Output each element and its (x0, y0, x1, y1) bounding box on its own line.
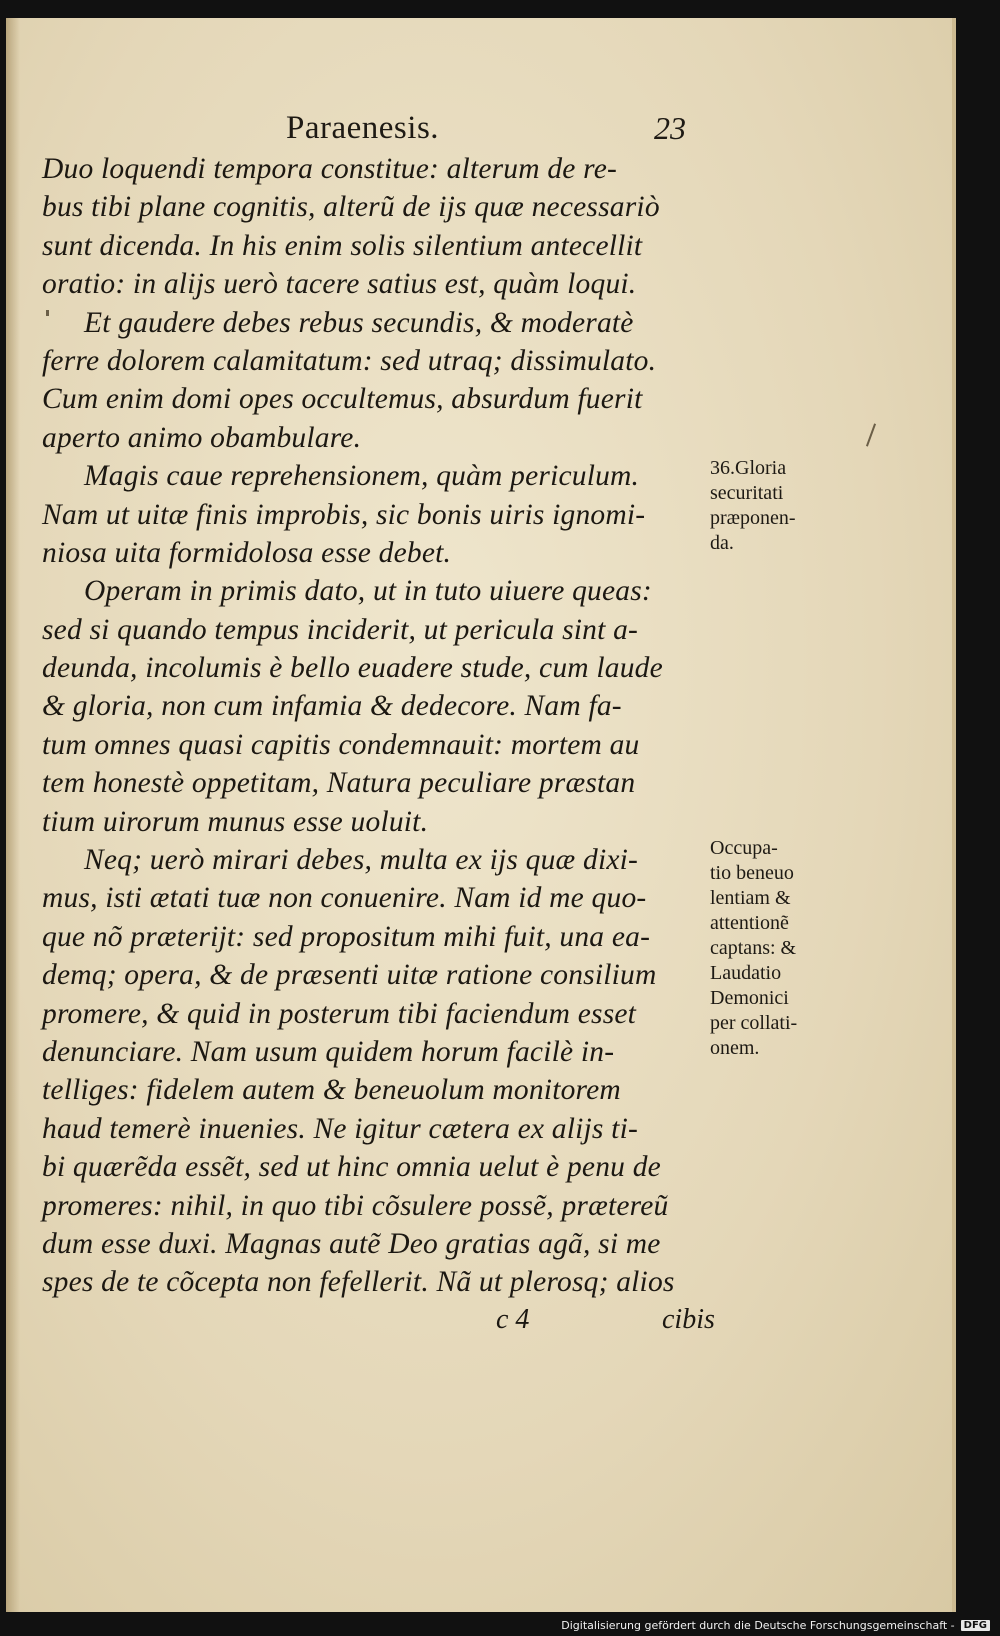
margin-note-occupatio (710, 836, 840, 1061)
catchword: cibis (662, 1304, 715, 1335)
margin-note-line: captans: & (710, 937, 797, 959)
text-line: tium uirorum munus esse uoluit. (42, 805, 429, 838)
dfg-logo: DFG (961, 1620, 990, 1631)
margin-note-gloria (710, 456, 840, 556)
text-line: que nõ præterijt: sed propositum mihi fuit, una ea- (42, 920, 651, 953)
margin-note-line: attentionẽ (710, 912, 789, 934)
text-line: haud temerè inuenies. Ne igitur cætera ex alijs ti- (42, 1112, 638, 1145)
margin-note-line: Laudatio (710, 962, 782, 984)
text-line: Neq; uerò mirari debes, multa ex ijs quæ dixi- (84, 844, 639, 877)
margin-note-line: Occupa- (710, 837, 778, 859)
margin-note-line: da. (710, 532, 734, 554)
text-line: ferre dolorem calamitatum: sed utraq; dissimulato. (42, 344, 657, 377)
text-line: telliges: fidelem autem & beneuolum monitorem (42, 1074, 621, 1107)
margin-note-line: per collati- (710, 1012, 798, 1034)
page-number: 23 (654, 110, 686, 146)
credit-text: Digitalisierung gefördert durch die Deutsche Forschungsgemeinschaft - (561, 1618, 955, 1632)
page-edge (952, 18, 956, 1612)
text-line: oratio: in alijs uerò tacere satius est, quàm loqui. (42, 268, 637, 301)
text-line: bi quærẽda essẽt, sed ut hinc omnia uelut è penu de (42, 1151, 661, 1184)
digitization-credit-bar (0, 1614, 1000, 1636)
text-line: Operam in primis dato, ut in tuto uiuere queas: (84, 575, 652, 608)
margin-note-line: præponen- (710, 507, 796, 529)
text-line: mus, isti ætati tuæ non conuenire. Nam id me quo- (42, 882, 647, 915)
text-line: deunda, incolumis è bello euadere stude, cum laude (42, 652, 663, 685)
text-line: Nam ut uitæ finis improbis, sic bonis uiris ignomi- (42, 498, 646, 531)
text-line: promeres: nihil, in quo tibi cõsulere possẽ, prætereũ (42, 1189, 669, 1222)
margin-note-line: 36.Gloria (710, 457, 787, 479)
running-title: Paraenesis. (286, 110, 440, 146)
text-line: tem honestè oppetitam, Natura peculiare præstan (42, 767, 636, 800)
text-line: Duo loquendi tempora constitue: alterum de re- (42, 153, 618, 185)
margin-note-line: onem. (710, 1037, 760, 1059)
margin-note-line: tio beneuo (710, 862, 794, 884)
text-line: spes de te cõcepta non fefellerit. Nã ut plerosq; alios (42, 1266, 675, 1299)
text-line: bus tibi plane cognitis, alterũ de ijs quæ necessariò (42, 191, 660, 224)
book-page (6, 18, 956, 1612)
body-text (42, 150, 702, 1302)
text-line: dum esse duxi. Magnas autẽ Deo gratias agã, si me (42, 1227, 661, 1260)
text-line: Cum enim domi opes occultemus, absurdum fuerit (42, 383, 643, 416)
signature-mark: c 4 (496, 1304, 530, 1335)
ink-speck (46, 310, 49, 316)
text-line: niosa uita formidolosa esse debet. (42, 536, 452, 569)
text-line: aperto animo obambulare. (42, 421, 362, 454)
text-line: Magis caue reprehensionem, quàm periculum. (84, 460, 640, 493)
text-line: & gloria, non cum infamia & dedecore. Nam fa- (42, 690, 622, 723)
text-line: tum omnes quasi capitis condemnauit: mortem au (42, 728, 640, 761)
pen-mark (866, 423, 876, 446)
margin-note-line: securitati (710, 482, 784, 504)
margin-note-line: Demonici (710, 987, 789, 1009)
text-line: sed si quando tempus inciderit, ut pericula sint a- (42, 613, 639, 646)
margin-note-line: lentiam & (710, 887, 791, 909)
text-line: sunt dicenda. In his enim solis silentium antecellit (42, 229, 643, 262)
text-line: promere, & quid in posterum tibi faciendum esset (42, 997, 637, 1030)
text-line: demq; opera, & de præsenti uitæ ratione consilium (42, 959, 657, 992)
text-line: denunciare. Nam usum quidem horum facilè in- (42, 1035, 615, 1068)
gutter-shadow (6, 18, 20, 1612)
text-line: Et gaudere debes rebus secundis, & moderatè (84, 306, 634, 339)
